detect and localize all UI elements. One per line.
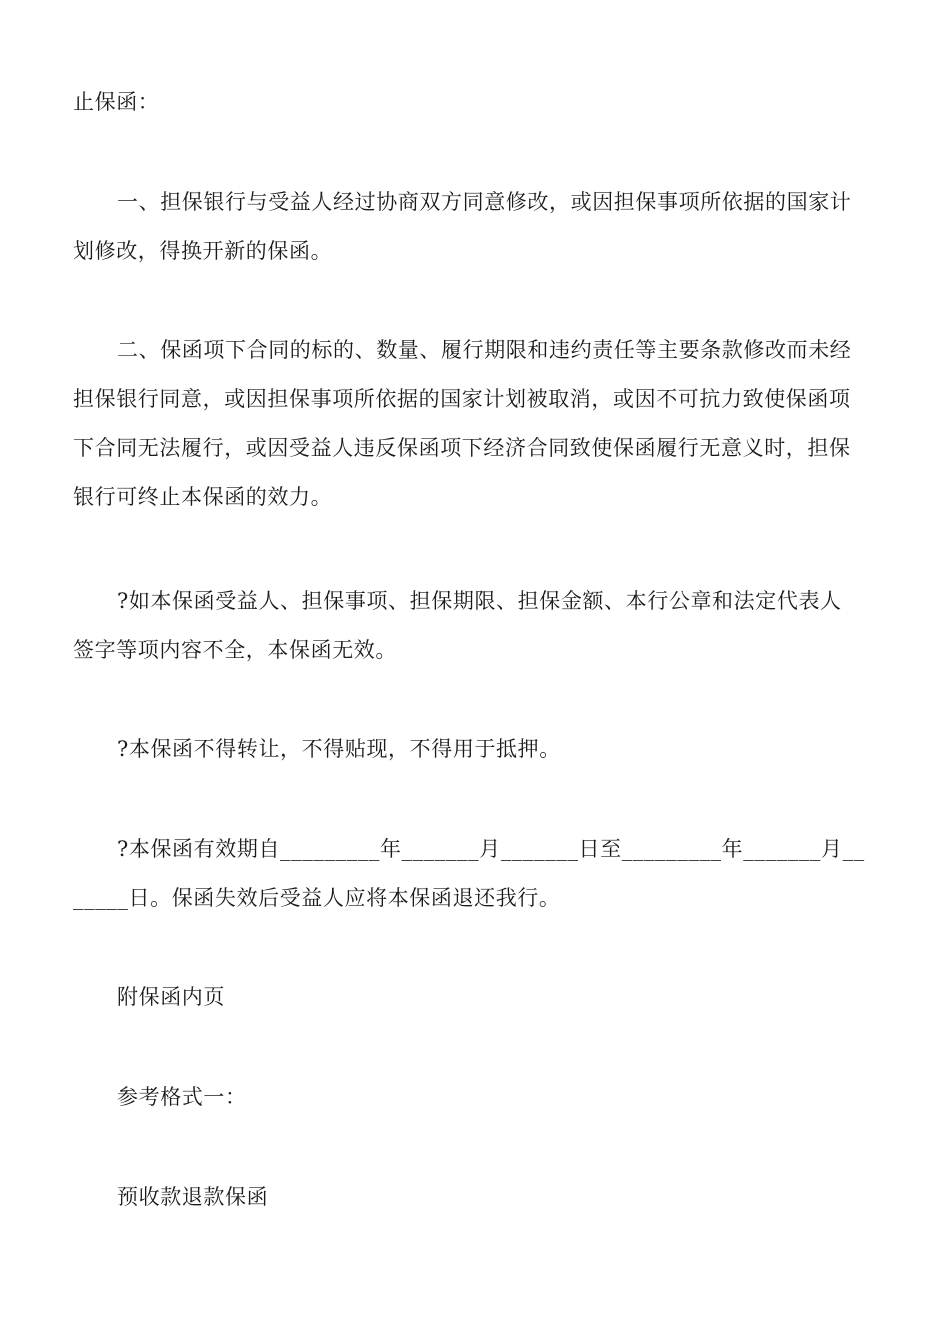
paragraph-attachment	[73, 973, 877, 1022]
text-line: 划修改，得换开新的保函。	[73, 239, 333, 263]
text-line: 担保银行同意，或因担保事项所依据的国家计划被取消，或因不可抗力致使保函项	[73, 387, 851, 411]
text-line: ?本保函有效期自_________年_______月_______日至_________年_______月__	[117, 837, 865, 861]
paragraph-transfer-restriction	[73, 725, 877, 774]
text-line: 参考格式一：	[117, 1085, 247, 1109]
text-line: ?如本保函受益人、担保事项、担保期限、担保金额、本行公章和法定代表人	[117, 589, 842, 613]
text-line: ?本保函不得转让，不得贴现，不得用于抵押。	[117, 737, 561, 761]
paragraph-heading	[73, 1173, 877, 1222]
text-line: 预收款退款保函	[117, 1185, 269, 1209]
paragraph-opening	[73, 78, 877, 127]
text-line: 一、担保银行与受益人经过协商双方同意修改，或因担保事项所依据的国家计	[117, 190, 852, 214]
text-line: 附保函内页	[117, 985, 225, 1009]
text-line: 二、保函项下合同的标的、数量、履行期限和违约责任等主要条款修改而未经	[117, 338, 852, 362]
text-line: 银行可终止本保函的效力。	[73, 485, 333, 509]
paragraph-validity-period	[73, 825, 877, 923]
paragraph-clause-1	[73, 178, 877, 276]
text-line: 签字等项内容不全，本保函无效。	[73, 638, 397, 662]
paragraph-clause-2	[73, 326, 877, 522]
paragraph-reference-format	[73, 1073, 877, 1122]
paragraph-validity-condition	[73, 577, 877, 675]
text-line: _____日。保函失效后受益人应将本保函退还我行。	[73, 886, 561, 910]
text-line: 下合同无法履行，或因受益人违反保函项下经济合同致使保函履行无意义时，担保	[73, 436, 851, 460]
text-line: 止保函：	[73, 90, 160, 114]
